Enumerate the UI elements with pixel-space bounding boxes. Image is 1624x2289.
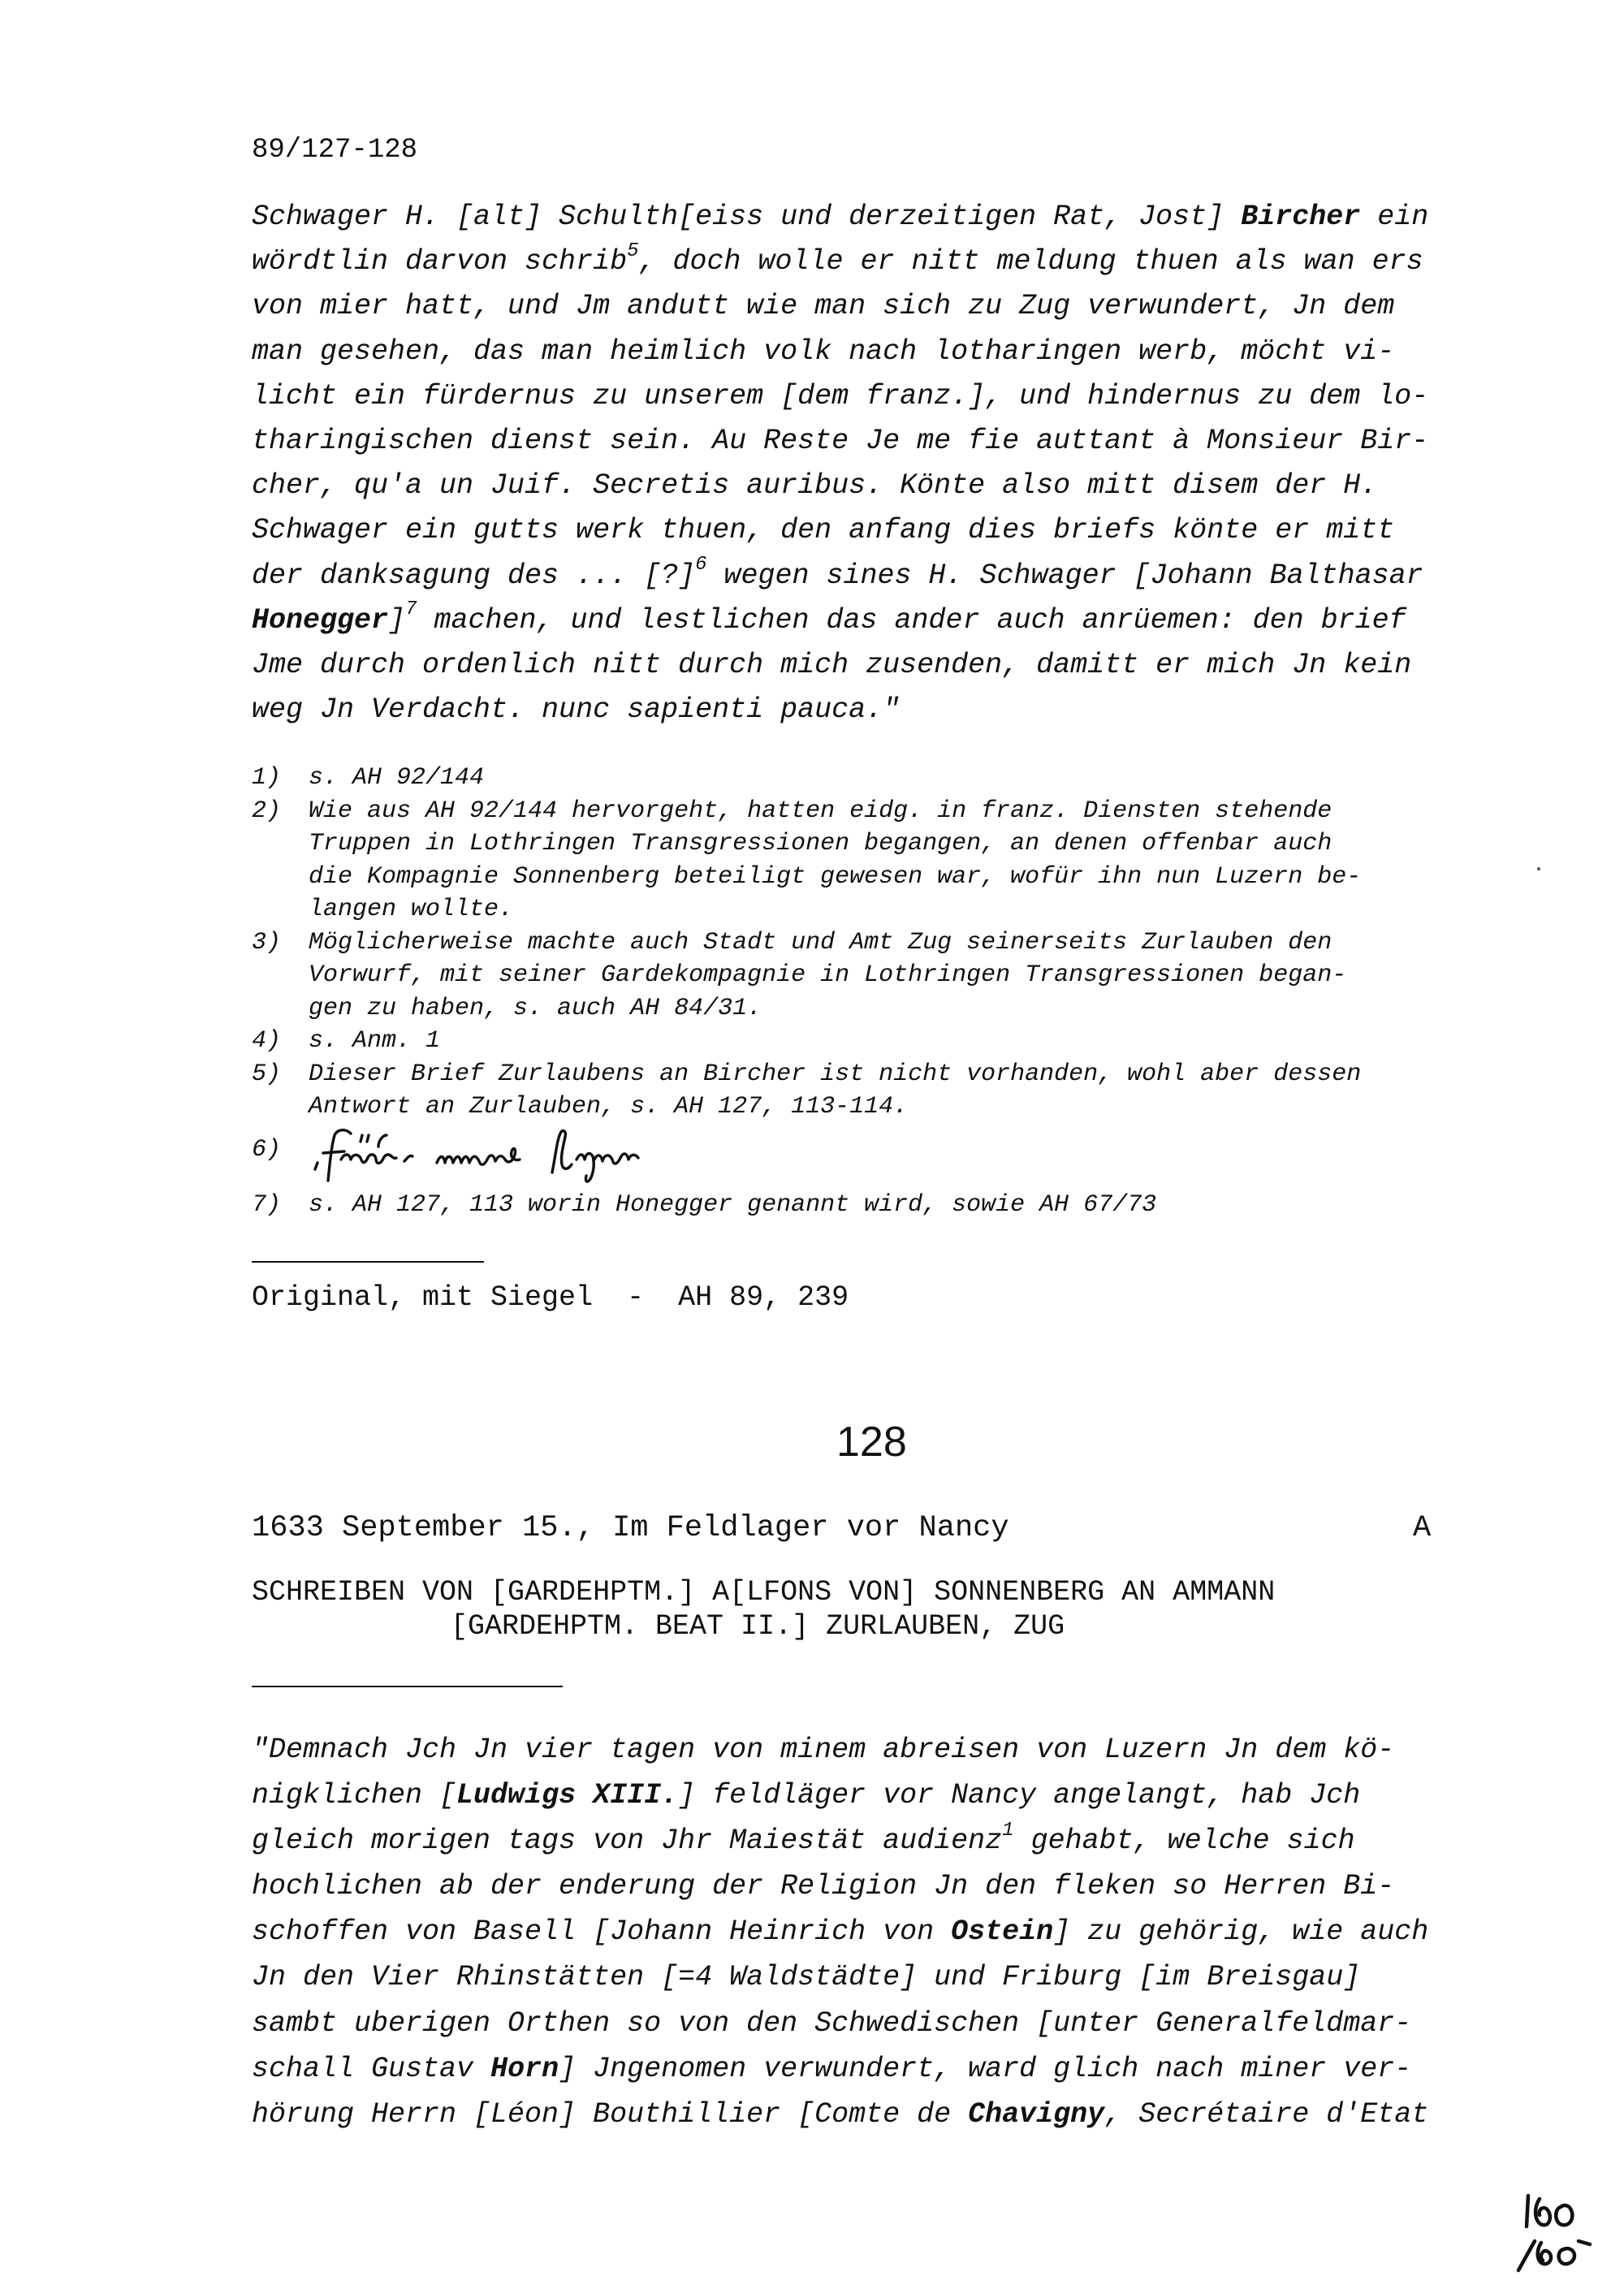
footnote-line: Truppen in Lothringen Transgressionen begangen, an denen offenbar auch [309, 830, 1332, 857]
footnote-line: Antwort an Zurlauben, s. AH 127, 113-114. [309, 1093, 909, 1121]
footnote-number: 6) [252, 1135, 282, 1164]
separator-rule [252, 1261, 484, 1263]
name-ostein: Ostein [951, 1915, 1054, 1949]
footnote-number: 4) [252, 1027, 282, 1055]
text-line: Jme durch ordenlich nitt durch mich zusenden, damitt er mich Jn kein [252, 649, 1412, 682]
footnote [252, 1189, 1518, 1222]
footnote-line: gen zu haben, s. auch AH 84/31. [309, 994, 762, 1022]
footnote-ref-6: 6 [695, 553, 707, 576]
text-line: man gesehen, das man heimlich volk nach lotharingen werb, möcht vi- [252, 335, 1395, 368]
text-line: schall Gustav Horn] Jngenomen verwundert, ward glich nach miner ver- [252, 2052, 1412, 2085]
footnote-line: Dieser Brief Zurlaubens an Bircher ist nicht vorhanden, wohl aber dessen [309, 1060, 1362, 1088]
document-type-letter: A [1413, 1511, 1432, 1545]
footnote-ref-7: 7 [405, 598, 417, 621]
text-line: gleich morigen tags von Jhr Maiestät audienz$^1$ gehabt, welche sich [252, 1819, 1355, 1858]
footnote [252, 1058, 1518, 1124]
page-reference: 89/127-128 [252, 135, 418, 166]
footnote [252, 926, 1518, 1026]
text-line: hochlichen ab der enderung der Religion Jn den fleken so Herren Bi- [252, 1870, 1395, 1903]
text-line: schoffen von Basell [Johann Heinrich von Ostein] zu gehörig, wie auch [252, 1915, 1429, 1949]
footnote-line: s. Anm. 1 [309, 1027, 441, 1055]
footnote-number: 5) [252, 1060, 282, 1088]
text-line: hörung Herrn [Léon] Bouthillier [Comte de Chavigny, Secrétaire d'Etat [252, 2097, 1429, 2131]
document-heading [252, 1575, 1518, 1643]
text-line: tharingischen dienst sein. Au Reste Je me fie auttant à Monsieur Bir- [252, 425, 1429, 458]
footnote [252, 1124, 1518, 1189]
handwritten-script-image [309, 1124, 763, 1187]
footnote-line: die Kompagnie Sonnenberg beteiligt gewesen war, wofür ihn nun Luzern be- [309, 862, 1362, 891]
name-horn: Horn [490, 2052, 559, 2085]
letter-text [252, 1727, 1518, 2137]
footnote-number: 3) [252, 928, 282, 957]
footnote [252, 762, 1518, 795]
document-number: 128 [836, 1419, 907, 1466]
footnote-line: Möglicherweise machte auch Stadt und Amt Zug seinerseits Zurlauben den [309, 928, 1332, 957]
footnote-line: Wie aus AH 92/144 hervorgeht, hatten eidg. in franz. Diensten stehende [309, 797, 1332, 825]
text-line: cher, qu'a un Juif. Secretis auribus. Könte also mitt disem der H. [252, 469, 1378, 503]
heading-line: SCHREIBEN VON [GARDEHPTM.] A[LFONS VON] SONNENBERG AN AMMANN [252, 1576, 1276, 1609]
heading-line: [GARDEHPTM. BEAT II.] ZURLAUBEN, ZUG [451, 1610, 1065, 1643]
text-line: Schwager ein gutts werk thuen, den anfang dies briefs könte er mitt [252, 514, 1395, 547]
source-reference: Original, mit Siegel - AH 89, 239 [252, 1281, 849, 1314]
footnote-line: Vorwurf, mit seiner Gardekompagnie in Lothringen Transgressionen began- [309, 961, 1347, 989]
footnote [252, 795, 1518, 926]
handwritten-page-number-mark [1510, 2184, 1600, 2274]
letter-continuation-text [252, 195, 1494, 732]
footnote-ref-1: 1 [1002, 1819, 1014, 1842]
footnote [252, 1025, 1518, 1058]
name-ludwig: Ludwigs XIII. [456, 1779, 679, 1812]
text-line: von mier hatt, und Jm andutt wie man sich zu Zug verwundert, Jn dem [252, 290, 1395, 323]
text-line: licht ein fürdernus zu unserem [dem franz.], und hindernus zu dem lo- [252, 379, 1429, 412]
text-line: Honegger]$^7$ machen, und lestlichen das ander auch anrüemen: den brief [252, 598, 1406, 637]
footnote-number: 1) [252, 764, 282, 792]
name-chavigny: Chavigny [968, 2097, 1105, 2131]
footnote-line: s. AH 92/144 [309, 764, 485, 792]
footnote-line: s. AH 127, 113 worin Honegger genannt wird, sowie AH 67/73 [309, 1190, 1157, 1219]
separator-rule [252, 1686, 563, 1687]
text-line: nigklichen [Ludwigs XIII.] feldläger vor Nancy angelangt, hab Jch [252, 1779, 1361, 1812]
footnotes [252, 762, 1518, 1221]
name-honegger: Honegger [252, 603, 389, 637]
text-line: wördtlin darvon schrib$^5$, doch wolle er nitt meldung thuen als wan ers [252, 240, 1423, 279]
name-bircher: Bircher [1241, 201, 1361, 233]
text-line: "Demnach Jch Jn vier tagen von minem abreisen von Luzern Jn dem kö- [252, 1734, 1395, 1766]
footnote-number: 7) [252, 1190, 282, 1219]
footnote-line: langen wollte. [309, 896, 514, 923]
footnote-ref-5: 5 [627, 240, 639, 262]
date-place-line: 1633 September 15., Im Feldlager vor Nancy [252, 1511, 1009, 1545]
text-line: Jn den Vier Rhinstätten [=4 Waldstädte] und Friburg [im Breisgau] [252, 1961, 1361, 1994]
text-line: sambt uberigen Orthen so von den Schwedischen [unter Generalfeldmar- [252, 2006, 1412, 2040]
text-line: Schwager H. [alt] Schulth[eiss und derzeitigen Rat, Jost] Bircher ein [252, 201, 1429, 233]
scan-speck [1537, 867, 1540, 870]
footnote-number: 2) [252, 797, 282, 825]
text-line: der danksagung des ... [?]$^6$ wegen sines H. Schwager [Johann Balthasar [252, 553, 1423, 592]
text-line: weg Jn Verdacht. nunc sapienti pauca." [252, 693, 901, 727]
